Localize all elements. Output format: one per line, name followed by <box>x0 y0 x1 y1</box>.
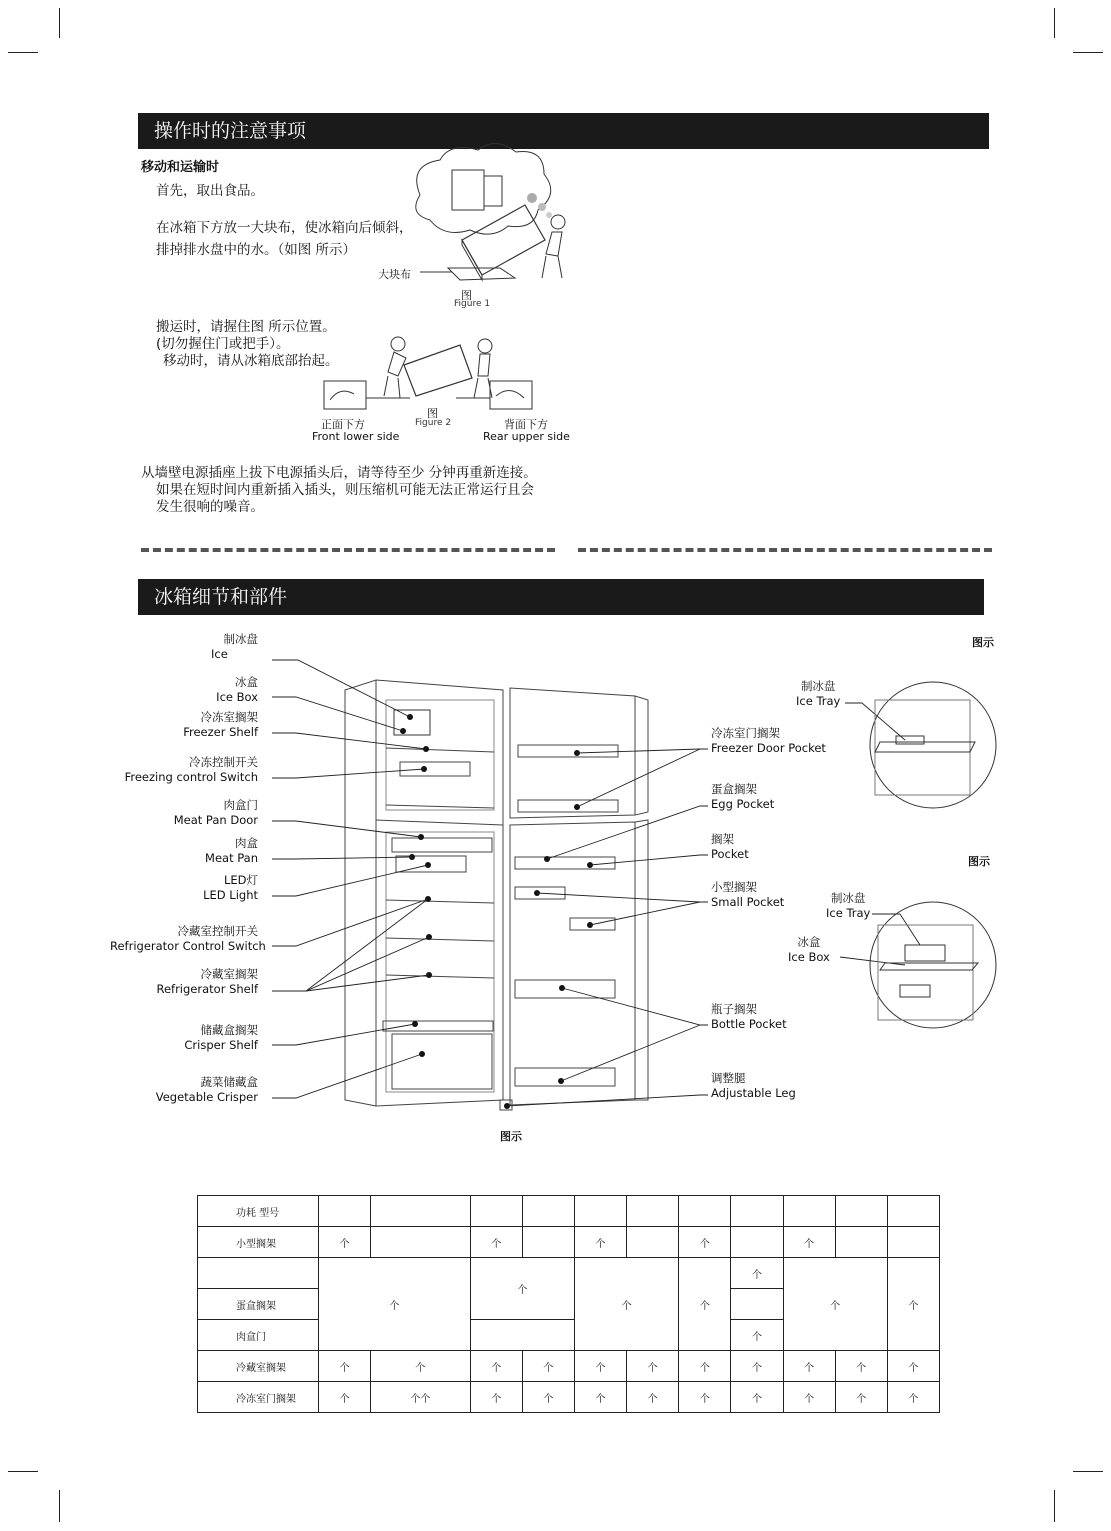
table-cell: 个 <box>887 1382 939 1413</box>
table-row-header: 肉盒门 <box>198 1320 319 1351</box>
label-small-pocket: 小型搁架 Small Pocket <box>711 880 785 909</box>
label-ice-box: 冰盒 Ice Box <box>216 675 258 704</box>
bottom-figure-label: 图示 <box>500 1130 522 1143</box>
label-freezing-control-switch: 冷冻控制开关 Freezing control Switch <box>124 755 258 784</box>
fridge-door-icon <box>510 822 635 1105</box>
table-cell: 个 <box>470 1258 574 1320</box>
table-cell: 个 <box>731 1320 783 1351</box>
paragraph-unplug-line1: 从墙壁电源插座上拔下电源插头后，请等待至少 分钟再重新连接。 <box>141 465 537 481</box>
table-row-header: 功耗 型号 <box>198 1196 319 1227</box>
label-led-light: LED灯 LED Light <box>203 873 258 902</box>
table-cell: 个 <box>574 1382 626 1413</box>
table-cell: 个 <box>522 1382 574 1413</box>
table-cell: 个 <box>679 1382 731 1413</box>
rear-upper-en: Rear upper side <box>483 430 570 443</box>
spec-table <box>197 1195 940 1413</box>
inset2-ice-tray-label: 制冰盘 Ice Tray <box>826 891 871 920</box>
table-cell: 个 <box>835 1351 887 1382</box>
paragraph-carry-line3: 移动时，请从冰箱底部抬起。 <box>163 353 339 369</box>
label-meat-pan-door: 肉盒门 Meat Pan Door <box>173 798 258 827</box>
table-cell: 个 <box>470 1382 522 1413</box>
table-row-header: 冷藏室搁架 <box>198 1351 319 1382</box>
label-pocket: 搁架 Pocket <box>711 832 749 861</box>
paragraph-carry-line2: (切勿握住门或把手）。 <box>156 336 290 352</box>
label-egg-pocket: 蛋盒搁架 Egg Pocket <box>711 782 775 811</box>
table-cell: 个 <box>731 1258 783 1289</box>
section-heading-precautions: 操作时的注意事项 <box>138 113 989 149</box>
label-bottle-pocket: 瓶子搁架 Bottle Pocket <box>711 1002 787 1031</box>
table-cell: 个 <box>731 1382 783 1413</box>
table-cell: 个 <box>783 1351 835 1382</box>
inset-ice-box-icon <box>870 902 996 1028</box>
inset2-ice-box-label: 冰盒 Ice Box <box>788 935 830 964</box>
table-cell: 个 <box>887 1351 939 1382</box>
table-cell: 个 <box>783 1382 835 1413</box>
table-cell: 个 <box>319 1351 371 1382</box>
table-row-header: 蛋盒搁架 <box>198 1289 319 1320</box>
label-freezer-door-pocket: 冷冻室门搁架 Freezer Door Pocket <box>711 726 826 755</box>
table-row <box>198 1227 940 1258</box>
inset1-ice-tray-label: 制冰盘 Ice Tray <box>796 679 841 708</box>
front-lower-cn: 正面下方 <box>321 418 365 431</box>
table-row-header: 小型搁架 <box>198 1227 319 1258</box>
table-row-header: 冷冻室门搁架 <box>198 1382 319 1413</box>
paragraph-remove-food: 首先，取出食品。 <box>156 183 264 199</box>
table-cell: 个 <box>679 1351 731 1382</box>
paragraph-tilt-line1: 在冰箱下方放一大块布，使冰箱向后倾斜， <box>156 220 413 236</box>
label-vegetable-crisper: 蔬菜储藏盒 Vegetable Crisper <box>155 1075 258 1104</box>
inset2-figure-label: 图示 <box>968 855 990 868</box>
figure-label: 图示 <box>972 636 994 649</box>
figure2-en: Figure 2 <box>415 418 452 428</box>
label-adjustable-leg: 调整腿 Adjustable Leg <box>711 1071 796 1100</box>
table-cell: 个 <box>470 1351 522 1382</box>
paragraph-carry-line1: 搬运时，请握住图 所示位置。 <box>156 319 336 335</box>
table-cell: 个 <box>371 1351 471 1382</box>
table-cell: 个 <box>319 1227 371 1258</box>
table-cell: 个 <box>574 1351 626 1382</box>
table-cell: 个 <box>574 1258 678 1351</box>
rear-upper-cn: 背面下方 <box>504 418 548 431</box>
table-cell: 个 <box>887 1258 939 1351</box>
label-refrigerator-shelf: 冷藏室搁架 Refrigerator Shelf <box>156 967 258 996</box>
label-meat-pan: 肉盒 Meat Pan <box>205 836 258 865</box>
table-cell: 个 <box>679 1227 731 1258</box>
table-row <box>198 1258 940 1289</box>
freezer-door-icon <box>510 688 635 818</box>
table-cell: 个 <box>627 1382 679 1413</box>
table-row-header <box>198 1258 319 1289</box>
fridge-body-icon <box>376 680 503 1106</box>
table-cell: 个 <box>522 1351 574 1382</box>
table-row <box>198 1351 940 1382</box>
figure1-en: Figure 1 <box>454 299 491 309</box>
label-refrigerator-control-switch: 冷藏室控制开关 Refrigerator Control Switch <box>110 924 266 953</box>
table-cell: 个 <box>627 1351 679 1382</box>
paragraph-unplug-line3: 发生很响的噪音。 <box>156 499 264 515</box>
table-cell: 个 <box>679 1258 731 1351</box>
label-ice: 制冰盘 Ice <box>211 632 258 661</box>
front-lower-en: Front lower side <box>312 430 400 443</box>
inset-ice-tray-icon <box>870 682 996 808</box>
table-cell: 个 <box>731 1351 783 1382</box>
table-cell: 个 <box>783 1227 835 1258</box>
table-cell: 个 <box>574 1227 626 1258</box>
table-row <box>198 1382 940 1413</box>
label-crisper-shelf: 储藏盒搁架 Crisper Shelf <box>184 1023 258 1052</box>
table-cell: 个 <box>319 1382 371 1413</box>
table-cell: 个 <box>835 1382 887 1413</box>
figure1-cn: 图 <box>461 289 472 302</box>
subheading-moving: 移动和运输时 <box>141 160 220 175</box>
cloth-label: 大块布 <box>378 268 411 281</box>
figure2-cn: 图 <box>427 407 438 420</box>
table-cell: 个 <box>319 1258 471 1351</box>
table-cell: 个 <box>470 1227 522 1258</box>
table-cell: 个 <box>783 1258 887 1351</box>
table-cell: 个个 <box>371 1382 471 1413</box>
paragraph-tilt-line2: 排掉排水盘中的水。（如图 所示） <box>156 242 357 258</box>
label-freezer-shelf: 冷冻室搁架 Freezer Shelf <box>183 710 258 739</box>
section-heading-parts: 冰箱细节和部件 <box>138 579 984 615</box>
paragraph-unplug-line2: 如果在短时间内重新插入插头，则压缩机可能无法正常运行且会 <box>156 482 534 498</box>
table-row <box>198 1196 940 1227</box>
